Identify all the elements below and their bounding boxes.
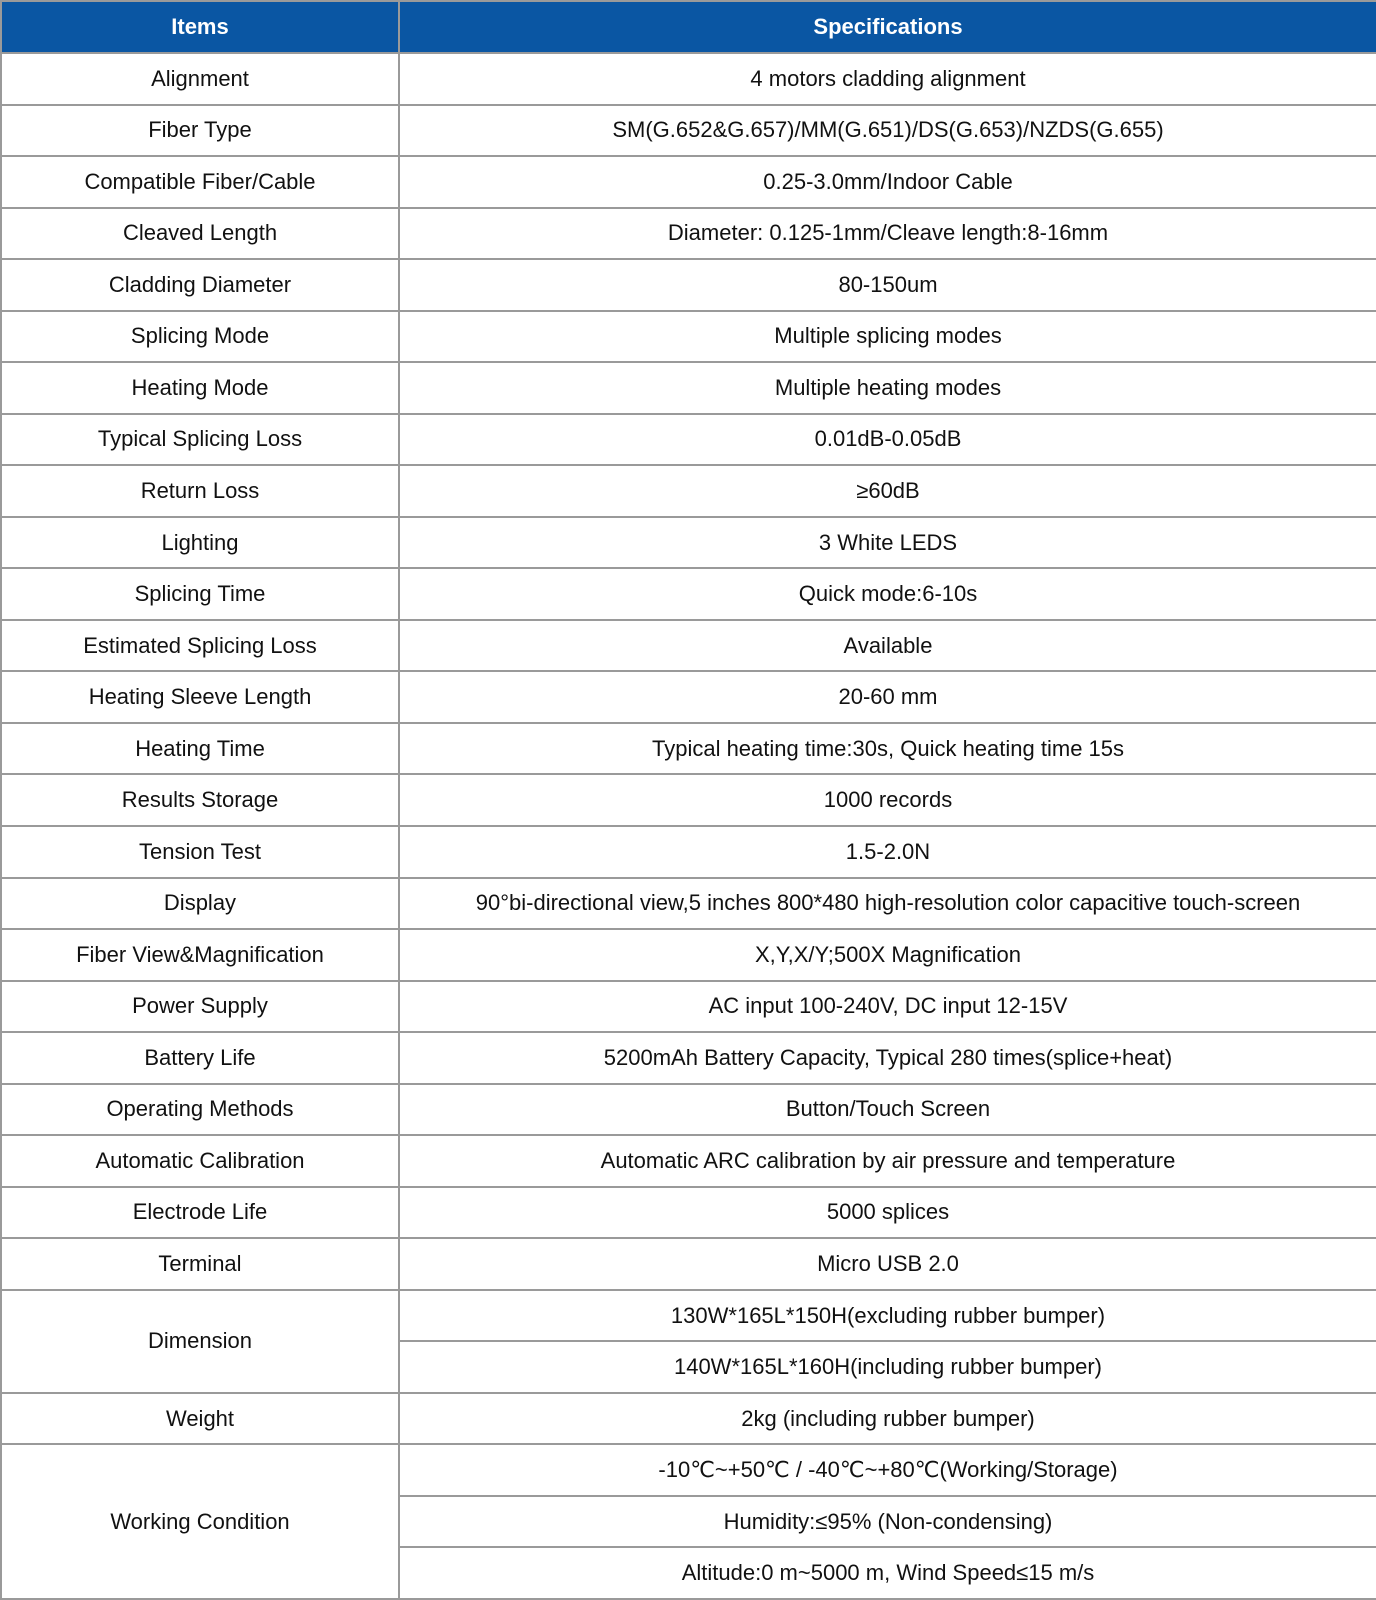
item-cell: Splicing Mode [1,311,399,363]
table-row [1,362,1376,414]
table-row [1,208,1376,260]
spec-cell: SM(G.652&G.657)/MM(G.651)/DS(G.653)/NZDS(G.655) [399,105,1376,157]
table-row [1,1187,1376,1239]
table-row [1,774,1376,826]
spec-cell: 90°bi-directional view,5 inches 800*480 high-resolution color capacitive touch-screen [399,878,1376,930]
table-row [1,1444,1376,1496]
item-cell: Heating Sleeve Length [1,671,399,723]
spec-cell: 2kg (including rubber bumper) [399,1393,1376,1445]
item-cell: Cleaved Length [1,208,399,260]
table-row [1,1393,1376,1445]
item-cell: Estimated Splicing Loss [1,620,399,672]
spec-cell: 1.5-2.0N [399,826,1376,878]
spec-cell: X,Y,X/Y;500X Magnification [399,929,1376,981]
item-cell: Automatic Calibration [1,1135,399,1187]
table-row [1,671,1376,723]
header-items: Items [1,1,399,53]
table-row [1,1084,1376,1136]
spec-cell: Micro USB 2.0 [399,1238,1376,1290]
table-row [1,259,1376,311]
header-row [1,1,1376,53]
spec-cell: AC input 100-240V, DC input 12-15V [399,981,1376,1033]
item-cell: Weight [1,1393,399,1445]
table-row [1,1032,1376,1084]
table-row [1,53,1376,105]
item-cell: Alignment [1,53,399,105]
spec-cell: 80-150um [399,259,1376,311]
spec-cell: Multiple splicing modes [399,311,1376,363]
spec-cell: Humidity:≤95% (Non-condensing) [399,1496,1376,1548]
item-cell: Lighting [1,517,399,569]
item-cell: Power Supply [1,981,399,1033]
table-row [1,723,1376,775]
spec-cell: 0.25-3.0mm/Indoor Cable [399,156,1376,208]
table-row [1,311,1376,363]
spec-cell: 0.01dB-0.05dB [399,414,1376,466]
spec-cell: Diameter: 0.125-1mm/Cleave length:8-16mm [399,208,1376,260]
item-cell: Operating Methods [1,1084,399,1136]
header-specifications: Specifications [399,1,1376,53]
item-cell: Tension Test [1,826,399,878]
item-cell: Return Loss [1,465,399,517]
spec-cell: -10℃~+50℃ / -40℃~+80℃(Working/Storage) [399,1444,1376,1496]
item-cell: Dimension [1,1290,399,1393]
table-row [1,1135,1376,1187]
table-row [1,568,1376,620]
table-row [1,620,1376,672]
item-cell: Heating Mode [1,362,399,414]
item-cell: Typical Splicing Loss [1,414,399,466]
table-row [1,826,1376,878]
item-cell: Fiber View&Magnification [1,929,399,981]
table-row [1,156,1376,208]
table-header [1,1,1376,53]
spec-cell: 5000 splices [399,1187,1376,1239]
table-row [1,929,1376,981]
item-cell: Battery Life [1,1032,399,1084]
table-row [1,1238,1376,1290]
table-row [1,465,1376,517]
spec-cell: Typical heating time:30s, Quick heating time 15s [399,723,1376,775]
item-cell: Fiber Type [1,105,399,157]
spec-cell: Automatic ARC calibration by air pressure and temperature [399,1135,1376,1187]
spec-cell: 20-60 mm [399,671,1376,723]
table-row [1,105,1376,157]
table-row [1,878,1376,930]
item-cell: Splicing Time [1,568,399,620]
item-cell: Working Condition [1,1444,399,1599]
table-row [1,981,1376,1033]
spec-cell: 140W*165L*160H(including rubber bumper) [399,1341,1376,1393]
table-row [1,517,1376,569]
spec-cell: 4 motors cladding alignment [399,53,1376,105]
spec-cell: ≥60dB [399,465,1376,517]
table-row [1,1290,1376,1342]
item-cell: Results Storage [1,774,399,826]
table-row [1,414,1376,466]
item-cell: Cladding Diameter [1,259,399,311]
spec-cell: 130W*165L*150H(excluding rubber bumper) [399,1290,1376,1342]
table-body [1,53,1376,1599]
item-cell: Display [1,878,399,930]
spec-cell: Multiple heating modes [399,362,1376,414]
spec-cell: Available [399,620,1376,672]
item-cell: Heating Time [1,723,399,775]
spec-cell: 1000 records [399,774,1376,826]
spec-cell: 5200mAh Battery Capacity, Typical 280 times(splice+heat) [399,1032,1376,1084]
item-cell: Terminal [1,1238,399,1290]
spec-cell: 3 White LEDS [399,517,1376,569]
item-cell: Electrode Life [1,1187,399,1239]
spec-cell: Altitude:0 m~5000 m, Wind Speed≤15 m/s [399,1547,1376,1599]
spec-cell: Button/Touch Screen [399,1084,1376,1136]
spec-cell: Quick mode:6-10s [399,568,1376,620]
item-cell: Compatible Fiber/Cable [1,156,399,208]
